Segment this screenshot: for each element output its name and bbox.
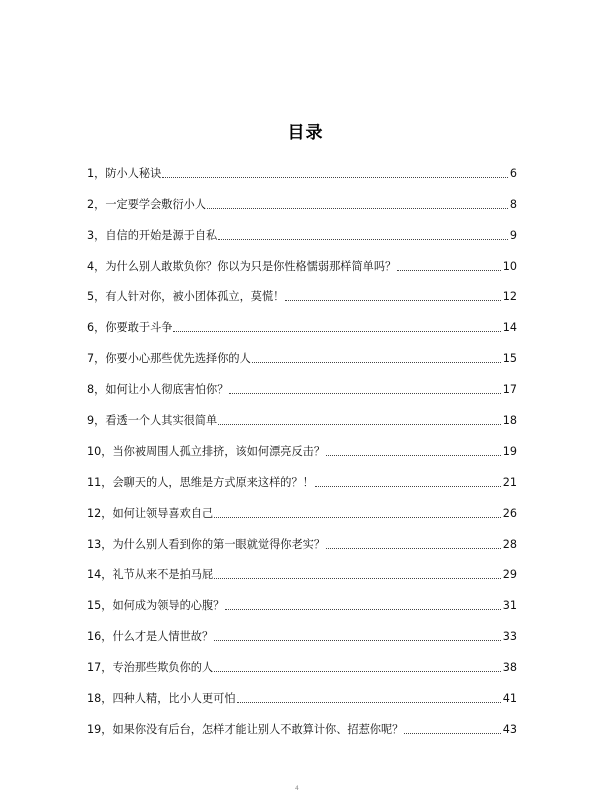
dot-leader — [315, 486, 501, 487]
toc-entry[interactable] — [87, 521, 517, 552]
toc-list — [87, 150, 517, 737]
page-footer-mark: 4 — [295, 785, 299, 792]
toc-entry-page: 26 — [502, 506, 517, 520]
toc-entry-text: 会聊天的人，思维是方式原来这样的？！ — [112, 475, 314, 489]
toc-entry-text: 为什么别人敢欺负你？你以为只是你性格懦弱那样简单吗？ — [105, 259, 397, 273]
toc-entry[interactable] — [87, 150, 517, 181]
dot-leader — [214, 578, 501, 579]
toc-entry-page: 29 — [502, 568, 517, 582]
toc-entry-page: 21 — [502, 475, 517, 489]
toc-entry-text: 如何成为领导的心腹？ — [112, 599, 225, 613]
toc-entry-number: 8， — [87, 383, 106, 397]
dot-leader — [229, 393, 500, 394]
toc-entry[interactable] — [87, 675, 517, 706]
toc-entry-number: 16， — [87, 630, 113, 644]
toc-entry-text: 专治那些欺负你的人 — [112, 661, 214, 675]
dot-leader — [214, 640, 501, 641]
toc-entry-page: 12 — [502, 290, 517, 304]
toc-entry-text: 如何让领导喜欢自己 — [112, 506, 214, 520]
toc-entry-text: 当你被周围人孤立排挤，该如何漂亮反击？ — [112, 444, 326, 458]
toc-entry[interactable] — [87, 459, 517, 490]
toc-entry-number: 5， — [87, 290, 106, 304]
toc-entry[interactable] — [87, 274, 517, 305]
toc-entry-number: 14， — [87, 568, 113, 582]
dot-leader — [252, 362, 501, 363]
toc-entry-number: 1， — [87, 166, 106, 180]
toc-entry-page: 10 — [502, 259, 517, 273]
toc-entry[interactable] — [87, 582, 517, 613]
toc-entry[interactable] — [87, 335, 517, 366]
toc-entry-number: 19， — [87, 722, 113, 736]
toc-entry[interactable] — [87, 706, 517, 737]
toc-entry-page: 31 — [502, 599, 517, 613]
dot-leader — [207, 208, 508, 209]
dot-leader — [225, 609, 500, 610]
toc-entry-number: 10， — [87, 444, 113, 458]
toc-entry-text: 礼节从来不是拍马屁 — [112, 568, 214, 582]
toc-entry-page: 33 — [502, 630, 517, 644]
toc-entry-number: 4， — [87, 259, 106, 273]
toc-entry-text: 你要小心那些优先选择你的人 — [105, 352, 251, 366]
toc-entry-page: 19 — [502, 444, 517, 458]
toc-entry-text: 如果你没有后台，怎样才能让别人不敢算计你、招惹你呢？ — [112, 722, 404, 736]
toc-entry-number: 12， — [87, 506, 113, 520]
dot-leader — [218, 239, 508, 240]
toc-entry-number: 18， — [87, 692, 113, 706]
toc-entry[interactable] — [87, 490, 517, 521]
toc-entry-number: 2， — [87, 197, 106, 211]
toc-entry[interactable] — [87, 428, 517, 459]
toc-entry[interactable] — [87, 366, 517, 397]
toc-entry-text: 一定要学会敷衍小人 — [105, 197, 207, 211]
toc-entry-page: 6 — [509, 166, 517, 180]
dot-leader — [397, 270, 501, 271]
dot-leader — [162, 177, 508, 178]
toc-entry[interactable] — [87, 212, 517, 243]
toc-entry-text: 自信的开始是源于自私 — [105, 228, 218, 242]
toc-entry-number: 9， — [87, 414, 106, 428]
toc-entry-page: 17 — [502, 383, 517, 397]
toc-entry-page: 43 — [502, 722, 517, 736]
toc-entry-number: 15， — [87, 599, 113, 613]
toc-entry-page: 15 — [502, 352, 517, 366]
toc-entry-text: 你要敢于斗争 — [105, 321, 173, 335]
dot-leader — [214, 517, 501, 518]
toc-entry-text: 什么才是人情世故？ — [112, 630, 214, 644]
toc-entry-page: 41 — [502, 692, 517, 706]
toc-entry[interactable] — [87, 243, 517, 274]
toc-entry-page: 14 — [502, 321, 517, 335]
toc-entry-page: 9 — [509, 228, 517, 242]
toc-entry[interactable] — [87, 304, 517, 335]
toc-entry-page: 38 — [502, 661, 517, 675]
toc-entry-page: 8 — [509, 197, 517, 211]
toc-entry-number: 3， — [87, 228, 106, 242]
toc-entry-text: 防小人秘诀 — [105, 166, 162, 180]
dot-leader — [173, 331, 500, 332]
dot-leader — [237, 702, 501, 703]
toc-entry-page: 28 — [502, 537, 517, 551]
toc-entry-text: 四种人精，比小人更可怕 — [112, 692, 236, 706]
dot-leader — [214, 671, 501, 672]
dot-leader — [404, 733, 500, 734]
toc-title: 目录 — [287, 123, 324, 143]
dot-leader — [218, 424, 501, 425]
dot-leader — [285, 300, 500, 301]
toc-entry-number: 13， — [87, 537, 113, 551]
toc-entry-text: 为什么别人看到你的第一眼就觉得你老实？ — [112, 537, 326, 551]
dot-leader — [326, 548, 501, 549]
toc-entry-number: 17， — [87, 661, 113, 675]
dot-leader — [326, 455, 501, 456]
toc-entry[interactable] — [87, 613, 517, 644]
toc-entry-number: 11， — [87, 475, 113, 489]
toc-entry-number: 6， — [87, 321, 106, 335]
toc-entry-text: 有人针对你，被小团体孤立，莫慌！ — [105, 290, 285, 304]
toc-entry[interactable] — [87, 552, 517, 583]
toc-entry-text: 看透一个人其实很简单 — [105, 414, 218, 428]
toc-entry[interactable] — [87, 397, 517, 428]
toc-entry-text: 如何让小人彻底害怕你？ — [105, 383, 229, 397]
toc-entry-page: 18 — [502, 414, 517, 428]
toc-entry[interactable] — [87, 644, 517, 675]
toc-entry-number: 7， — [87, 352, 106, 366]
toc-entry[interactable] — [87, 181, 517, 212]
